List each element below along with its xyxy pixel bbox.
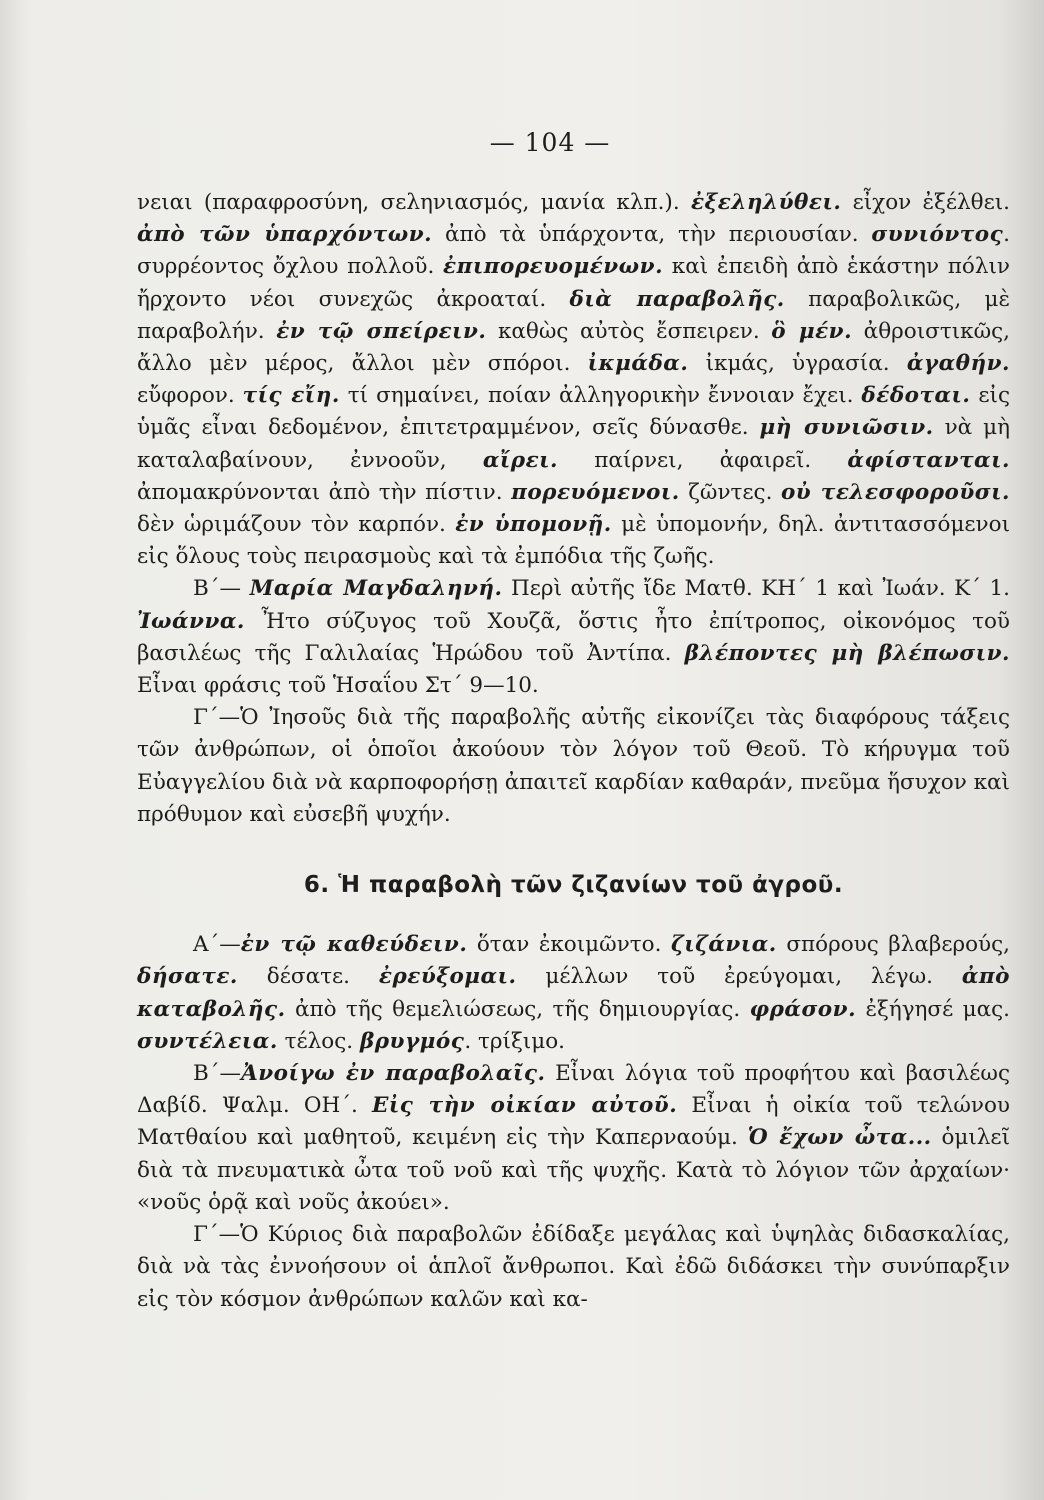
text-run: τί σημαίνει, ποίαν ἀλληγορικὴν ἔννοιαν ἔχει. <box>339 383 862 409</box>
term: δέδοται. <box>861 383 971 409</box>
text-run: Γ΄—Ὁ Ἰησοῦς διὰ τῆς παραβολῆς αὐτῆς εἰκονίζει τὰς διαφόρους τάξεις τῶν ἀνθρώπων, οἱ ὁποῖοι ἀκούουν τὸν λόγον τοῦ Θεοῦ. Τὸ κήρυγμα τοῦ Εὐαγγελίου διὰ νὰ καρποφορήσῃ ἀπαιτεῖ καρδίαν καθαράν, πνεῦμα ἥσυχον καὶ πρόθυμον καὶ εὐσεβῆ ψυχήν. <box>137 705 1010 827</box>
text-run: ἀπὸ τὰ ὑπάρχοντα, τὴν περιουσίαν. <box>432 222 872 248</box>
text-run: ὁμιλεῖ διὰ τὰ πνευματικὰ ὦτα τοῦ νοῦ καὶ τῆς ψυχῆς. Κατὰ τὸ λόγιον τῶν ἀρχαίων· «νοῦς ὁρᾷ καὶ νοῦς ἀκούει». <box>137 1125 1010 1215</box>
term: ἐν τῷ σπείρειν. <box>276 318 487 344</box>
term: ἐπιπορευομένων. <box>443 254 664 280</box>
page-number: — 104 — <box>489 128 611 157</box>
term: ἐν ὑπομονῇ. <box>455 512 612 538</box>
text-run: Α΄— <box>193 932 241 958</box>
paragraph-note-b-2 <box>137 1058 1010 1219</box>
text-run: σπόρους βλαβερούς, <box>776 932 1010 958</box>
text-run: παίρνει, ἀφαιρεῖ. <box>558 447 848 473</box>
text-run: εὔφορον. <box>137 383 243 409</box>
term: ἐν τῷ καθεύδειν. <box>240 932 468 958</box>
text-run: παραβολικῶς, μὲ παραβολήν. <box>137 286 1010 344</box>
term: ἀπὸ καταβολῆς. <box>137 964 1010 1022</box>
term: ἀγαθήν. <box>906 351 1010 377</box>
term: Ἰωάννα. <box>137 608 245 634</box>
term: Εἰς τὴν οἰκίαν αὐτοῦ. <box>371 1093 678 1119</box>
text-run: Εἶναι λόγια τοῦ προφήτου καὶ βασιλέως Δαβίδ. Ψαλμ. ΟΗ΄. <box>137 1061 1011 1119</box>
paragraph-note-b-1 <box>137 573 1010 702</box>
text-run: νειαι (παραφροσύνη, σεληνιασμός, μανία κλπ.). <box>137 190 691 215</box>
term: φράσον. <box>749 996 857 1022</box>
term: Μαρία Μαγδαληνή. <box>249 576 503 602</box>
text-run: μὲ ὑπομονήν, δηλ. ἀντιτασσόμενοι εἰς ὅλους τοὺς πειρασμοὺς καὶ τὰ ἐμπόδια τῆς ζωῆς. <box>137 512 1010 570</box>
text-run: Β΄— <box>193 1061 242 1087</box>
text-run: καθὼς αὐτὸς ἔσπειρεν. <box>486 318 772 344</box>
paragraph-glossary-2 <box>137 929 1010 1058</box>
term: Ἀνοίγω ἐν παραβολαῖς. <box>241 1061 546 1087</box>
term: αἴρει. <box>482 447 559 473</box>
term: τίς εἴη. <box>242 383 340 409</box>
paragraph-note-c-1 <box>137 702 1010 831</box>
term: βλέποντες μὴ βλέπωσιν. <box>684 640 1011 666</box>
term: μὴ συνιῶσιν. <box>759 415 934 441</box>
term: ἀπὸ τῶν ὑπαρχόντων. <box>137 222 433 248</box>
term: ὃ μέν. <box>771 318 853 344</box>
term: βρυγμός <box>359 1028 465 1054</box>
term: διὰ παραβολῆς. <box>569 286 785 312</box>
term: οὐ τελεσφοροῦσι. <box>780 479 1010 505</box>
text-run: ἐξήγησέ μας. <box>856 996 1010 1022</box>
text-run: ἀπὸ τῆς θεμελιώσεως, τῆς δημιουργίας. <box>285 996 750 1022</box>
term: ἰκμάδα. <box>587 351 689 377</box>
term: Ὁ ἔχων ὦτα... <box>747 1125 932 1151</box>
text-run: τέλος. <box>277 1028 360 1054</box>
term: ἐρεύξομαι. <box>378 964 517 990</box>
text-run: . τρίξιμο. <box>464 1028 565 1054</box>
term: ἐξεληλύθει. <box>690 190 842 215</box>
paragraph-glossary-1 <box>137 187 1010 573</box>
text-run: ζῶντες. <box>679 479 781 505</box>
text-run: Β΄— <box>193 576 250 602</box>
text-run: ἀπομακρύνονται ἀπὸ τὴν πίστιν. <box>137 479 512 505</box>
text-run: Εἶναι φράσις τοῦ Ἡσαΐου Στ΄ 9—10. <box>137 673 539 699</box>
page-body <box>137 187 1010 1316</box>
text-run: μέλλων τοῦ ἐρεύγομαι, λέγω. <box>516 964 962 990</box>
term: συντέλεια. <box>137 1028 278 1054</box>
term: πορευόμενοι. <box>511 479 680 505</box>
term: ἀφίστανται. <box>847 447 1010 473</box>
text-run: καὶ ἐπειδὴ ἀπὸ ἑκάστην πόλιν ἤρχοντο νέοι συνεχῶς ἀκροαταί. <box>137 254 1010 312</box>
text-run: δὲν ὡριμάζουν τὸν καρπόν. <box>137 512 456 538</box>
paragraph-note-c-2 <box>137 1219 1010 1316</box>
text-run: εἶχον ἐξέλθει. <box>841 190 1010 215</box>
term: συνιόντος <box>871 222 1004 248</box>
text-run: εἰς ὑμᾶς εἶναι δεδομένον, ἐπιτετραμμένον, σεῖς δύνασθε. <box>137 383 1010 441</box>
text-run: ἀθροιστικῶς, ἄλλο μὲν μέρος, ἄλλοι μὲν σπόροι. <box>137 318 1010 377</box>
text-run: Γ΄—Ὁ Κύριος διὰ παραβολῶν ἐδίδαξε μεγάλας καὶ ὑψηλὰς διδασκαλίας, διὰ νὰ τὰς ἐννοήσουν οἱ ἁπλοῖ ἄνθρωποι. Καὶ ἐδῶ διδάσκει τὴν συνύπαρξιν εἰς τὸν κόσμον ἀνθρώπων καλῶν καὶ κα- <box>137 1222 1010 1312</box>
text-run: Εἶναι ἡ οἰκία τοῦ τελώνου Ματθαίου καὶ μαθητοῦ, κειμένη εἰς τὴν Καπερναούμ. <box>137 1093 1011 1151</box>
text-run: Ἦτο σύζυγος τοῦ Χουζᾶ, ὅστις ἦτο ἐπίτροπος, οἰκονόμος τοῦ βασιλέως τῆς Γαλιλαίας Ἡρώδου τοῦ Ἀντίπα. <box>137 608 1010 666</box>
section-heading: 6. Ἡ παραβολὴ τῶν ζιζανίων τοῦ ἀγροῦ. <box>303 872 844 899</box>
text-run: δέσατε. <box>237 964 379 990</box>
term: δήσατε. <box>137 964 238 990</box>
text-run: . συρρέοντος ὄχλου πολλοῦ. <box>137 222 1011 280</box>
text-run: ὅταν ἐκοιμῶντο. <box>467 932 671 958</box>
text-run: νὰ μὴ καταλαβαίνουν, ἐννοοῦν, <box>137 415 1010 473</box>
text-run: Περὶ αὐτῆς ἴδε Ματθ. ΚΗ΄ 1 καὶ Ἰωάν. Κ΄ 1. <box>502 576 1010 602</box>
term: ζιζάνια. <box>670 932 777 958</box>
text-run: ἰκμάς, ὑγρασία. <box>688 351 907 377</box>
